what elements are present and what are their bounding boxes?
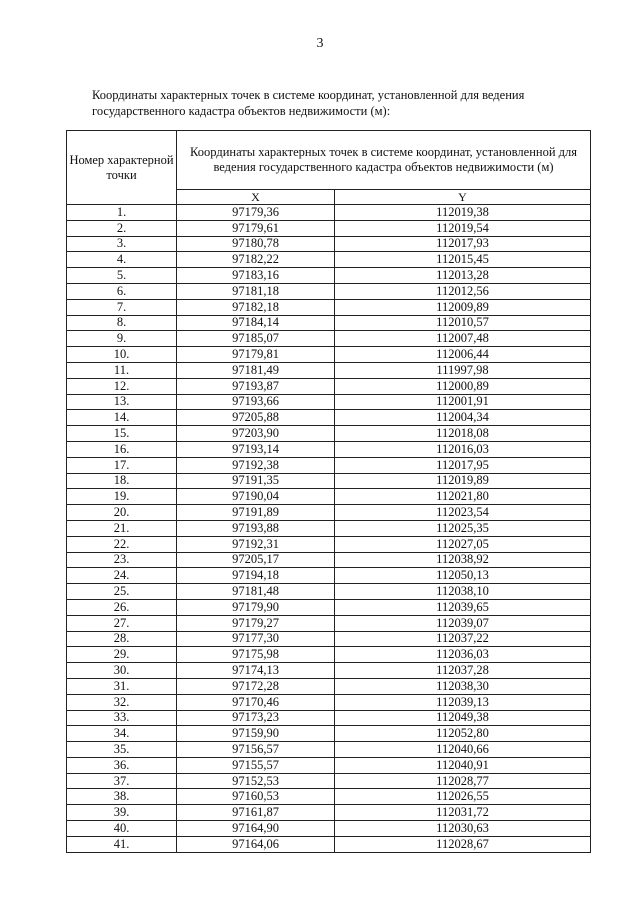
- cell-point-number: 7.: [67, 299, 177, 315]
- cell-y: 112016,03: [335, 441, 591, 457]
- intro-paragraph: Координаты характерных точек в системе координат, установленной для ведения государственного кадастра объектов недвижимости (м):: [92, 88, 525, 118]
- cell-y: 112012,56: [335, 283, 591, 299]
- cell-x: 97170,46: [177, 694, 335, 710]
- cell-point-number: 8.: [67, 315, 177, 331]
- cell-point-number: 34.: [67, 726, 177, 742]
- cell-point-number: 17.: [67, 457, 177, 473]
- cell-y: 112039,13: [335, 694, 591, 710]
- cell-point-number: 41.: [67, 836, 177, 852]
- cell-x: 97173,23: [177, 710, 335, 726]
- cell-y: 112009,89: [335, 299, 591, 315]
- cell-y: 112017,95: [335, 457, 591, 473]
- cell-y: 112019,89: [335, 473, 591, 489]
- cell-y: 112030,63: [335, 821, 591, 837]
- table-row: [67, 647, 591, 663]
- table-row: [67, 678, 591, 694]
- cell-point-number: 29.: [67, 647, 177, 663]
- cell-x: 97175,98: [177, 647, 335, 663]
- cell-x: 97164,06: [177, 836, 335, 852]
- cell-x: 97194,18: [177, 568, 335, 584]
- cell-y: 112018,08: [335, 426, 591, 442]
- cell-x: 97203,90: [177, 426, 335, 442]
- table-row: [67, 331, 591, 347]
- table-row: [67, 268, 591, 284]
- cell-x: 97160,53: [177, 789, 335, 805]
- cell-point-number: 22.: [67, 536, 177, 552]
- table-row: [67, 552, 591, 568]
- cell-y: 112038,10: [335, 584, 591, 600]
- cell-y: 112004,34: [335, 410, 591, 426]
- table-row: [67, 252, 591, 268]
- cell-y: 112039,65: [335, 599, 591, 615]
- table-row: [67, 489, 591, 505]
- table-row: [67, 347, 591, 363]
- cell-point-number: 23.: [67, 552, 177, 568]
- header-point-number: Номер характерной точки: [67, 131, 177, 205]
- table-row: [67, 315, 591, 331]
- cell-y: 112040,66: [335, 742, 591, 758]
- cell-x: 97177,30: [177, 631, 335, 647]
- cell-y: 112028,67: [335, 836, 591, 852]
- header-y: Y: [335, 190, 591, 205]
- cell-y: 112050,13: [335, 568, 591, 584]
- table-row: [67, 426, 591, 442]
- table-row: [67, 283, 591, 299]
- table-row: [67, 536, 591, 552]
- table-row: [67, 584, 591, 600]
- table-row: [67, 299, 591, 315]
- cell-x: 97159,90: [177, 726, 335, 742]
- cell-point-number: 32.: [67, 694, 177, 710]
- cell-point-number: 14.: [67, 410, 177, 426]
- table-row: [67, 378, 591, 394]
- cell-x: 97192,38: [177, 457, 335, 473]
- table-row: [67, 220, 591, 236]
- table-row: [67, 805, 591, 821]
- cell-x: 97181,18: [177, 283, 335, 299]
- cell-x: 97179,90: [177, 599, 335, 615]
- cell-point-number: 35.: [67, 742, 177, 758]
- cell-point-number: 30.: [67, 663, 177, 679]
- cell-y: 112019,38: [335, 205, 591, 221]
- cell-point-number: 28.: [67, 631, 177, 647]
- cell-point-number: 38.: [67, 789, 177, 805]
- cell-y: 112025,35: [335, 520, 591, 536]
- cell-point-number: 2.: [67, 220, 177, 236]
- table-row: [67, 394, 591, 410]
- cell-point-number: 9.: [67, 331, 177, 347]
- cell-x: 97182,18: [177, 299, 335, 315]
- cell-x: 97193,66: [177, 394, 335, 410]
- cell-x: 97156,57: [177, 742, 335, 758]
- cell-point-number: 36.: [67, 757, 177, 773]
- header-coordinates: Координаты характерных точек в системе координат, установленной для ведения государственного кадастра объектов недвижимости (м): [177, 131, 591, 190]
- cell-x: 97179,81: [177, 347, 335, 363]
- table-row: [67, 205, 591, 221]
- cell-y: 112026,55: [335, 789, 591, 805]
- cell-y: 112028,77: [335, 773, 591, 789]
- cell-x: 97185,07: [177, 331, 335, 347]
- cell-point-number: 4.: [67, 252, 177, 268]
- table-row: [67, 836, 591, 852]
- cell-y: 111997,98: [335, 362, 591, 378]
- cell-point-number: 33.: [67, 710, 177, 726]
- table-row: [67, 615, 591, 631]
- cell-x: 97183,16: [177, 268, 335, 284]
- cell-y: 112037,22: [335, 631, 591, 647]
- cell-x: 97184,14: [177, 315, 335, 331]
- cell-x: 97193,87: [177, 378, 335, 394]
- cell-y: 112019,54: [335, 220, 591, 236]
- cell-point-number: 24.: [67, 568, 177, 584]
- cell-x: 97193,14: [177, 441, 335, 457]
- cell-x: 97174,13: [177, 663, 335, 679]
- cell-x: 97181,48: [177, 584, 335, 600]
- cell-point-number: 3.: [67, 236, 177, 252]
- cell-x: 97191,89: [177, 505, 335, 521]
- table-row: [67, 773, 591, 789]
- cell-x: 97190,04: [177, 489, 335, 505]
- cell-point-number: 6.: [67, 283, 177, 299]
- cell-point-number: 16.: [67, 441, 177, 457]
- cell-point-number: 12.: [67, 378, 177, 394]
- cell-x: 97193,88: [177, 520, 335, 536]
- cell-point-number: 20.: [67, 505, 177, 521]
- page-number: 3: [316, 36, 324, 51]
- cell-y: 112007,48: [335, 331, 591, 347]
- table-row: [67, 505, 591, 521]
- cell-point-number: 19.: [67, 489, 177, 505]
- cell-y: 112039,07: [335, 615, 591, 631]
- coordinates-table: [66, 130, 591, 853]
- table-row: [67, 473, 591, 489]
- table-row: [67, 410, 591, 426]
- table-row: [67, 568, 591, 584]
- table-row: [67, 362, 591, 378]
- table-row: [67, 457, 591, 473]
- cell-x: 97161,87: [177, 805, 335, 821]
- cell-x: 97182,22: [177, 252, 335, 268]
- table-body: [67, 205, 591, 853]
- cell-point-number: 27.: [67, 615, 177, 631]
- table-row: [67, 236, 591, 252]
- table-row: [67, 663, 591, 679]
- cell-x: 97180,78: [177, 236, 335, 252]
- cell-x: 97179,36: [177, 205, 335, 221]
- cell-y: 112000,89: [335, 378, 591, 394]
- cell-x: 97179,27: [177, 615, 335, 631]
- cell-y: 112015,45: [335, 252, 591, 268]
- cell-y: 112049,38: [335, 710, 591, 726]
- cell-y: 112052,80: [335, 726, 591, 742]
- cell-x: 97205,17: [177, 552, 335, 568]
- cell-y: 112038,92: [335, 552, 591, 568]
- cell-y: 112006,44: [335, 347, 591, 363]
- cell-point-number: 31.: [67, 678, 177, 694]
- cell-x: 97191,35: [177, 473, 335, 489]
- cell-x: 97192,31: [177, 536, 335, 552]
- cell-y: 112021,80: [335, 489, 591, 505]
- cell-x: 97181,49: [177, 362, 335, 378]
- cell-y: 112036,03: [335, 647, 591, 663]
- header-x: X: [177, 190, 335, 205]
- table-row: [67, 757, 591, 773]
- cell-x: 97152,53: [177, 773, 335, 789]
- cell-point-number: 40.: [67, 821, 177, 837]
- cell-point-number: 13.: [67, 394, 177, 410]
- cell-y: 112038,30: [335, 678, 591, 694]
- cell-x: 97179,61: [177, 220, 335, 236]
- table-row: [67, 742, 591, 758]
- cell-point-number: 11.: [67, 362, 177, 378]
- cell-y: 112001,91: [335, 394, 591, 410]
- cell-y: 112027,05: [335, 536, 591, 552]
- table-row: [67, 710, 591, 726]
- cell-point-number: 39.: [67, 805, 177, 821]
- cell-point-number: 18.: [67, 473, 177, 489]
- cell-point-number: 5.: [67, 268, 177, 284]
- cell-point-number: 26.: [67, 599, 177, 615]
- cell-point-number: 1.: [67, 205, 177, 221]
- table-row: [67, 520, 591, 536]
- cell-y: 112031,72: [335, 805, 591, 821]
- cell-x: 97164,90: [177, 821, 335, 837]
- table-row: [67, 441, 591, 457]
- table-row: [67, 789, 591, 805]
- cell-y: 112013,28: [335, 268, 591, 284]
- cell-y: 112017,93: [335, 236, 591, 252]
- cell-y: 112037,28: [335, 663, 591, 679]
- table-row: [67, 821, 591, 837]
- cell-point-number: 37.: [67, 773, 177, 789]
- table-row: [67, 631, 591, 647]
- table-row: [67, 726, 591, 742]
- cell-y: 112010,57: [335, 315, 591, 331]
- cell-point-number: 21.: [67, 520, 177, 536]
- cell-x: 97172,28: [177, 678, 335, 694]
- cell-x: 97155,57: [177, 757, 335, 773]
- table-row: [67, 599, 591, 615]
- cell-point-number: 10.: [67, 347, 177, 363]
- cell-point-number: 15.: [67, 426, 177, 442]
- cell-x: 97205,88: [177, 410, 335, 426]
- cell-y: 112023,54: [335, 505, 591, 521]
- table-row: [67, 694, 591, 710]
- cell-y: 112040,91: [335, 757, 591, 773]
- cell-point-number: 25.: [67, 584, 177, 600]
